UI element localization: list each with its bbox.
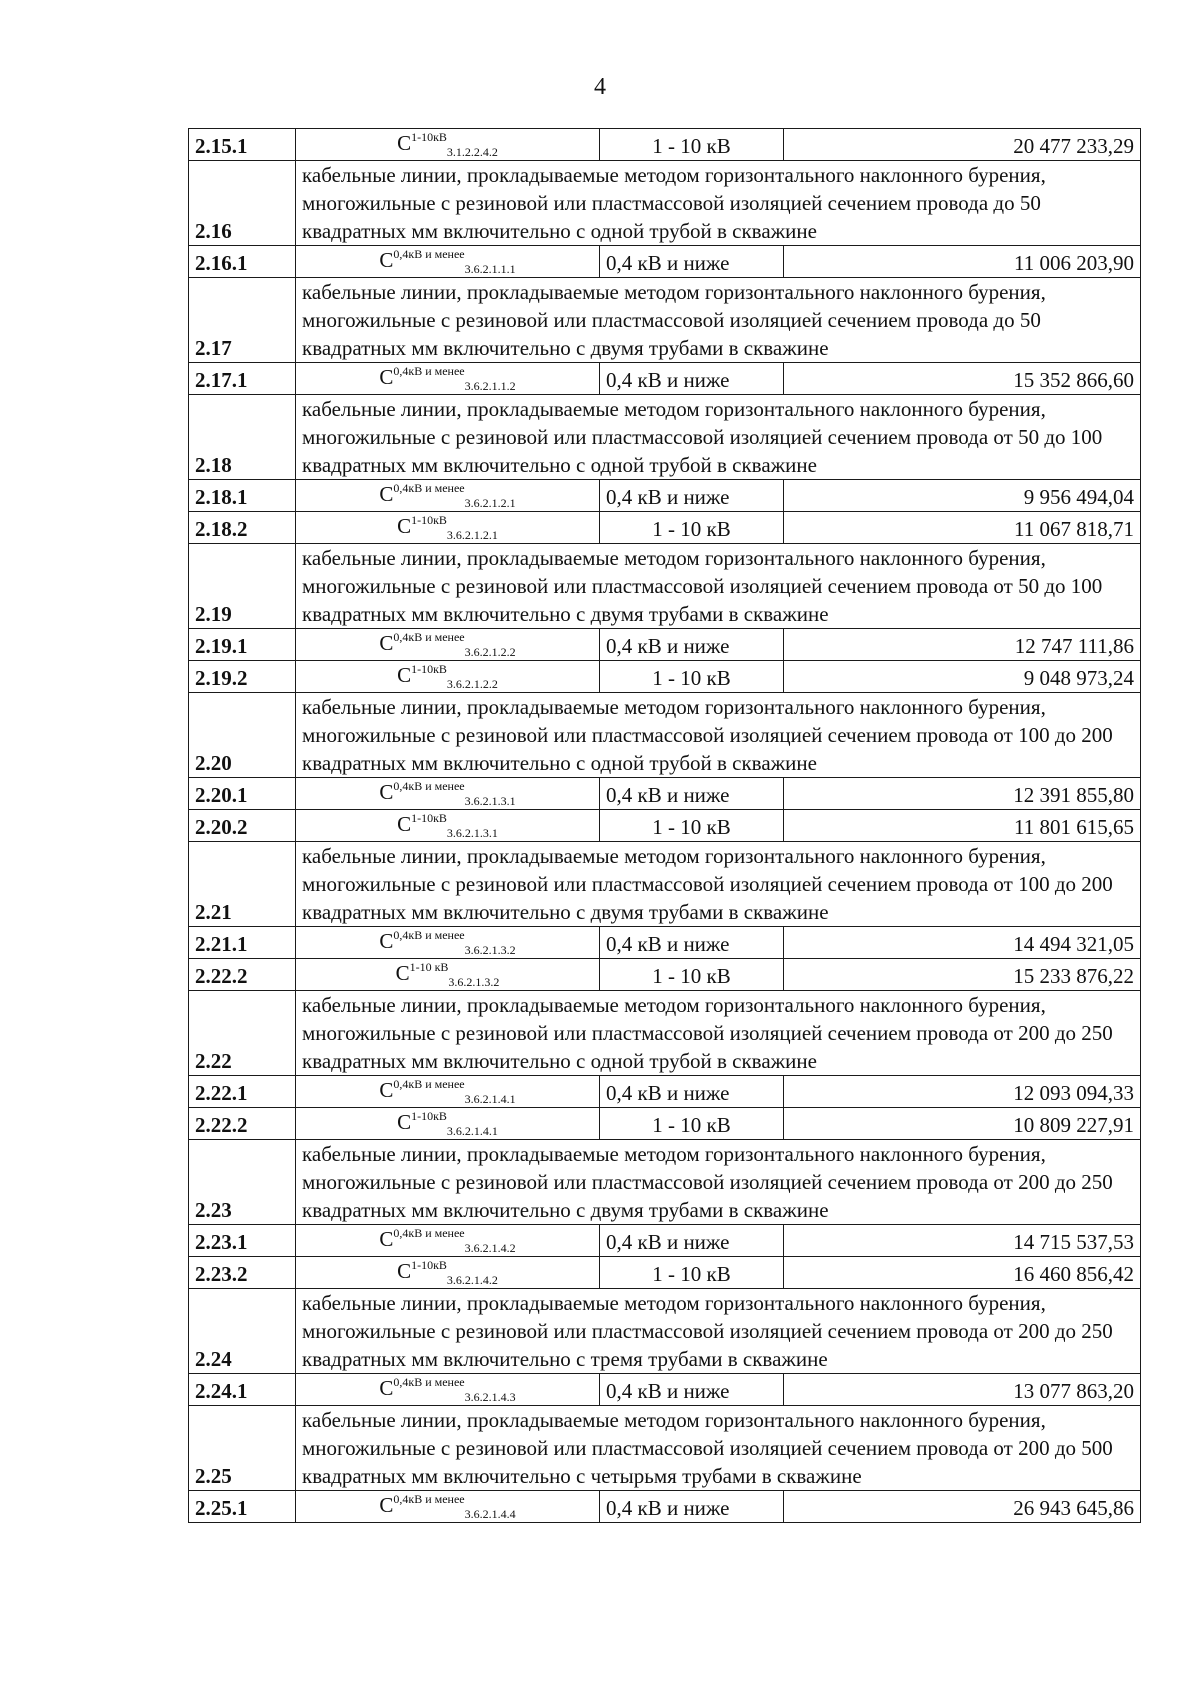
voltage-level: 1 - 10 кВ bbox=[600, 810, 784, 842]
formula-subscript: 3.6.2.1.4.4 bbox=[464, 1507, 516, 1521]
section-code: 2.20 bbox=[189, 693, 296, 778]
rate-formula bbox=[296, 1225, 600, 1257]
formula-superscript: 0,4кВ и менее bbox=[393, 630, 465, 644]
voltage-level: 0,4 кВ и ниже bbox=[600, 1076, 784, 1108]
section-description: кабельные линии, прокладываемые методом горизонтального наклонного бурения, многожильные с резиновой или пластмассовой изоляцией сечением провода от 200 до 500 квадратных мм включительно с четырьмя трубами в скважине bbox=[296, 1406, 1141, 1491]
formula-subscript: 3.6.2.1.4.1 bbox=[464, 1092, 516, 1106]
formula-symbol: C bbox=[395, 961, 410, 985]
rate-formula bbox=[296, 1491, 600, 1523]
formula-subscript: 3.6.2.1.1.1 bbox=[464, 262, 516, 276]
section-code: 2.24 bbox=[189, 1289, 296, 1374]
rate-value: 10 809 227,91 bbox=[784, 1108, 1141, 1140]
voltage-level: 1 - 10 кВ bbox=[600, 129, 784, 161]
rate-formula bbox=[296, 810, 600, 842]
section-code: 2.18 bbox=[189, 395, 296, 480]
voltage-level: 0,4 кВ и ниже bbox=[600, 246, 784, 278]
rate-formula bbox=[296, 959, 600, 991]
table-row bbox=[189, 1076, 1141, 1108]
formula-superscript: 0,4кВ и менее bbox=[393, 779, 465, 793]
rate-formula bbox=[296, 363, 600, 395]
formula-subscript: 3.6.2.1.3.1 bbox=[464, 794, 516, 808]
table-row bbox=[189, 1225, 1141, 1257]
formula-superscript: 1-10кВ bbox=[411, 811, 447, 825]
formula-symbol: C bbox=[379, 1376, 394, 1400]
formula-symbol: C bbox=[379, 365, 394, 389]
section-description: кабельные линии, прокладываемые методом горизонтального наклонного бурения, многожильные с резиновой или пластмассовой изоляцией сечением провода от 200 до 250 квадратных мм включительно с тремя трубами в скважине bbox=[296, 1289, 1141, 1374]
formula-superscript: 0,4кВ и менее bbox=[393, 1492, 465, 1506]
rates-table bbox=[188, 128, 1141, 1523]
table-row bbox=[189, 363, 1141, 395]
table-row bbox=[189, 927, 1141, 959]
rate-value: 14 494 321,05 bbox=[784, 927, 1141, 959]
item-code: 2.22.2 bbox=[189, 1108, 296, 1140]
section-description: кабельные линии, прокладываемые методом горизонтального наклонного бурения, многожильные с резиновой или пластмассовой изоляцией сечением провода до 50 квадратных мм включительно с одной трубой в скважине bbox=[296, 161, 1141, 246]
rate-formula bbox=[296, 246, 600, 278]
voltage-level: 0,4 кВ и ниже bbox=[600, 363, 784, 395]
section-description: кабельные линии, прокладываемые методом горизонтального наклонного бурения, многожильные с резиновой или пластмассовой изоляцией сечением провода до 50 квадратных мм включительно с двумя трубами в скважине bbox=[296, 278, 1141, 363]
formula-subscript: 3.1.2.2.4.2 bbox=[446, 145, 498, 159]
formula-superscript: 1-10кВ bbox=[411, 1109, 447, 1123]
voltage-level: 0,4 кВ и ниже bbox=[600, 1491, 784, 1523]
item-code: 2.15.1 bbox=[189, 129, 296, 161]
formula-subscript: 3.6.2.1.4.2 bbox=[464, 1241, 516, 1255]
section-description: кабельные линии, прокладываемые методом горизонтального наклонного бурения, многожильные с резиновой или пластмассовой изоляцией сечением провода от 100 до 200 квадратных мм включительно с двумя трубами в скважине bbox=[296, 842, 1141, 927]
table-row bbox=[189, 480, 1141, 512]
table-row bbox=[189, 512, 1141, 544]
section-code: 2.23 bbox=[189, 1140, 296, 1225]
rate-formula bbox=[296, 1108, 600, 1140]
rate-formula bbox=[296, 480, 600, 512]
formula-subscript: 3.6.2.1.2.2 bbox=[446, 677, 498, 691]
formula-symbol: C bbox=[397, 812, 412, 836]
table-row bbox=[189, 778, 1141, 810]
formula-subscript: 3.6.2.1.2.1 bbox=[446, 528, 498, 542]
rate-value: 13 077 863,20 bbox=[784, 1374, 1141, 1406]
page-number: 4 bbox=[594, 74, 606, 100]
voltage-level: 1 - 10 кВ bbox=[600, 661, 784, 693]
table-row bbox=[189, 129, 1141, 161]
formula-superscript: 0,4кВ и менее bbox=[393, 1226, 465, 1240]
voltage-level: 1 - 10 кВ bbox=[600, 512, 784, 544]
section-description: кабельные линии, прокладываемые методом горизонтального наклонного бурения, многожильные с резиновой или пластмассовой изоляцией сечением провода от 50 до 100 квадратных мм включительно с одной трубой в скважине bbox=[296, 395, 1141, 480]
section-row bbox=[189, 544, 1141, 629]
rate-formula bbox=[296, 778, 600, 810]
item-code: 2.19.2 bbox=[189, 661, 296, 693]
formula-superscript: 1-10кВ bbox=[411, 662, 447, 676]
table-row bbox=[189, 959, 1141, 991]
formula-subscript: 3.6.2.1.4.1 bbox=[446, 1124, 498, 1138]
formula-symbol: C bbox=[379, 929, 394, 953]
item-code: 2.20.2 bbox=[189, 810, 296, 842]
formula-subscript: 3.6.2.1.1.2 bbox=[464, 379, 516, 393]
table-row bbox=[189, 661, 1141, 693]
section-code: 2.21 bbox=[189, 842, 296, 927]
section-row bbox=[189, 395, 1141, 480]
rate-value: 15 352 866,60 bbox=[784, 363, 1141, 395]
section-code: 2.16 bbox=[189, 161, 296, 246]
formula-symbol: C bbox=[397, 663, 412, 687]
rate-value: 11 801 615,65 bbox=[784, 810, 1141, 842]
table-row bbox=[189, 246, 1141, 278]
section-description: кабельные линии, прокладываемые методом горизонтального наклонного бурения, многожильные с резиновой или пластмассовой изоляцией сечением провода от 200 до 250 квадратных мм включительно с двумя трубами в скважине bbox=[296, 1140, 1141, 1225]
item-code: 2.24.1 bbox=[189, 1374, 296, 1406]
formula-superscript: 0,4кВ и менее bbox=[393, 1375, 465, 1389]
rate-formula bbox=[296, 927, 600, 959]
table-row bbox=[189, 810, 1141, 842]
rate-formula bbox=[296, 661, 600, 693]
voltage-level: 0,4 кВ и ниже bbox=[600, 927, 784, 959]
voltage-level: 0,4 кВ и ниже bbox=[600, 1374, 784, 1406]
section-code: 2.22 bbox=[189, 991, 296, 1076]
rate-value: 12 391 855,80 bbox=[784, 778, 1141, 810]
formula-symbol: C bbox=[379, 1078, 394, 1102]
table-row bbox=[189, 629, 1141, 661]
formula-symbol: C bbox=[397, 1259, 412, 1283]
item-code: 2.25.1 bbox=[189, 1491, 296, 1523]
rate-value: 14 715 537,53 bbox=[784, 1225, 1141, 1257]
section-row bbox=[189, 1406, 1141, 1491]
item-code: 2.22.2 bbox=[189, 959, 296, 991]
formula-symbol: C bbox=[379, 1227, 394, 1251]
formula-symbol: C bbox=[379, 780, 394, 804]
section-row bbox=[189, 693, 1141, 778]
voltage-level: 0,4 кВ и ниже bbox=[600, 778, 784, 810]
item-code: 2.17.1 bbox=[189, 363, 296, 395]
rate-value: 12 747 111,86 bbox=[784, 629, 1141, 661]
formula-symbol: C bbox=[379, 248, 394, 272]
table-row bbox=[189, 1491, 1141, 1523]
item-code: 2.18.1 bbox=[189, 480, 296, 512]
section-row bbox=[189, 991, 1141, 1076]
rate-formula bbox=[296, 629, 600, 661]
item-code: 2.16.1 bbox=[189, 246, 296, 278]
rate-value: 11 067 818,71 bbox=[784, 512, 1141, 544]
item-code: 2.23.2 bbox=[189, 1257, 296, 1289]
rate-value: 15 233 876,22 bbox=[784, 959, 1141, 991]
section-code: 2.25 bbox=[189, 1406, 296, 1491]
formula-superscript: 0,4кВ и менее bbox=[393, 481, 465, 495]
section-row bbox=[189, 278, 1141, 363]
rate-value: 26 943 645,86 bbox=[784, 1491, 1141, 1523]
formula-superscript: 0,4кВ и менее bbox=[393, 364, 465, 378]
rate-value: 12 093 094,33 bbox=[784, 1076, 1141, 1108]
rates-table-body bbox=[189, 129, 1141, 1523]
formula-superscript: 0,4кВ и менее bbox=[393, 247, 465, 261]
section-description: кабельные линии, прокладываемые методом горизонтального наклонного бурения, многожильные с резиновой или пластмассовой изоляцией сечением провода от 200 до 250 квадратных мм включительно с одной трубой в скважине bbox=[296, 991, 1141, 1076]
rate-value: 9 048 973,24 bbox=[784, 661, 1141, 693]
voltage-level: 0,4 кВ и ниже bbox=[600, 480, 784, 512]
voltage-level: 1 - 10 кВ bbox=[600, 959, 784, 991]
formula-subscript: 3.6.2.1.2.1 bbox=[464, 496, 516, 510]
formula-superscript: 1-10кВ bbox=[411, 130, 447, 144]
item-code: 2.23.1 bbox=[189, 1225, 296, 1257]
rate-formula bbox=[296, 129, 600, 161]
table-row bbox=[189, 1257, 1141, 1289]
rate-value: 9 956 494,04 bbox=[784, 480, 1141, 512]
item-code: 2.20.1 bbox=[189, 778, 296, 810]
section-code: 2.19 bbox=[189, 544, 296, 629]
formula-subscript: 3.6.2.1.3.2 bbox=[464, 943, 516, 957]
rate-value: 16 460 856,42 bbox=[784, 1257, 1141, 1289]
section-description: кабельные линии, прокладываемые методом горизонтального наклонного бурения, многожильные с резиновой или пластмассовой изоляцией сечением провода от 50 до 100 квадратных мм включительно с двумя трубами в скважине bbox=[296, 544, 1141, 629]
section-row bbox=[189, 161, 1141, 246]
section-row bbox=[189, 842, 1141, 927]
formula-superscript: 1-10кВ bbox=[411, 1258, 447, 1272]
formula-subscript: 3.6.2.1.3.2 bbox=[448, 975, 500, 989]
formula-symbol: C bbox=[397, 1110, 412, 1134]
formula-subscript: 3.6.2.1.4.3 bbox=[464, 1390, 516, 1404]
formula-superscript: 1-10 кВ bbox=[409, 960, 449, 974]
formula-superscript: 0,4кВ и менее bbox=[393, 1077, 465, 1091]
rate-formula bbox=[296, 512, 600, 544]
formula-symbol: C bbox=[379, 1493, 394, 1517]
section-description: кабельные линии, прокладываемые методом горизонтального наклонного бурения, многожильные с резиновой или пластмассовой изоляцией сечением провода от 100 до 200 квадратных мм включительно с одной трубой в скважине bbox=[296, 693, 1141, 778]
section-row bbox=[189, 1289, 1141, 1374]
rate-formula bbox=[296, 1374, 600, 1406]
rate-formula bbox=[296, 1257, 600, 1289]
voltage-level: 0,4 кВ и ниже bbox=[600, 1225, 784, 1257]
formula-subscript: 3.6.2.1.3.1 bbox=[446, 826, 498, 840]
formula-superscript: 1-10кВ bbox=[411, 513, 447, 527]
table-row bbox=[189, 1374, 1141, 1406]
item-code: 2.19.1 bbox=[189, 629, 296, 661]
formula-symbol: C bbox=[397, 131, 412, 155]
formula-subscript: 3.6.2.1.2.2 bbox=[464, 645, 516, 659]
rate-value: 11 006 203,90 bbox=[784, 246, 1141, 278]
section-code: 2.17 bbox=[189, 278, 296, 363]
item-code: 2.22.1 bbox=[189, 1076, 296, 1108]
formula-symbol: C bbox=[379, 482, 394, 506]
item-code: 2.18.2 bbox=[189, 512, 296, 544]
voltage-level: 1 - 10 кВ bbox=[600, 1257, 784, 1289]
formula-symbol: C bbox=[379, 631, 394, 655]
rate-value: 20 477 233,29 bbox=[784, 129, 1141, 161]
section-row bbox=[189, 1140, 1141, 1225]
formula-symbol: C bbox=[397, 514, 412, 538]
voltage-level: 1 - 10 кВ bbox=[600, 1108, 784, 1140]
table-row bbox=[189, 1108, 1141, 1140]
formula-superscript: 0,4кВ и менее bbox=[393, 928, 465, 942]
item-code: 2.21.1 bbox=[189, 927, 296, 959]
formula-subscript: 3.6.2.1.4.2 bbox=[446, 1273, 498, 1287]
voltage-level: 0,4 кВ и ниже bbox=[600, 629, 784, 661]
rate-formula bbox=[296, 1076, 600, 1108]
